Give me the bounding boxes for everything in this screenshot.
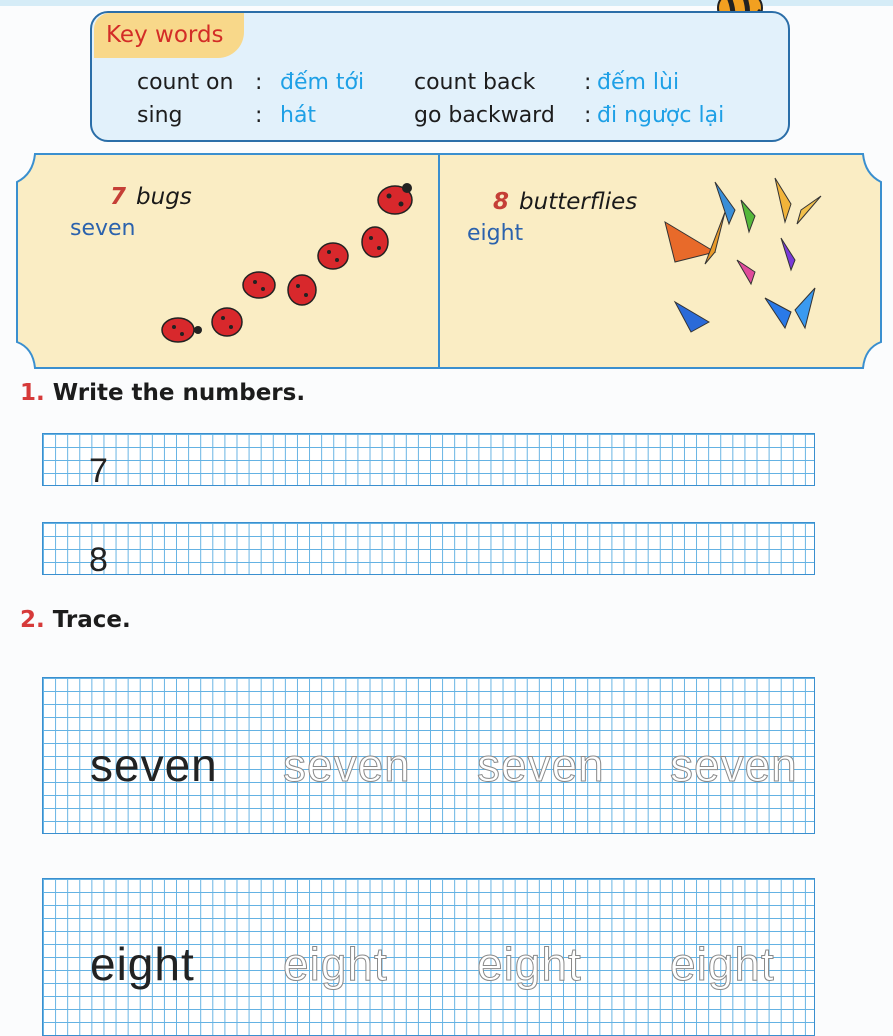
- trace-word-ghost[interactable]: eight: [477, 938, 582, 990]
- grid-digit: 7: [89, 452, 108, 490]
- key-word-en: go backward: [414, 103, 555, 128]
- count-label-butterflies: [493, 189, 637, 215]
- key-word-sep: :: [584, 70, 592, 95]
- count-number: 8: [493, 189, 510, 215]
- exercise-number: 1.: [20, 380, 45, 406]
- writing-grid[interactable]: [42, 433, 815, 486]
- exercise-title: Write the numbers.: [52, 380, 306, 406]
- key-word-en: sing: [137, 103, 183, 128]
- key-word-sep: :: [584, 103, 592, 128]
- exercise-number: 2.: [20, 607, 45, 633]
- count-noun: butterflies: [519, 189, 638, 215]
- key-word-row: [137, 70, 233, 95]
- exercise-2-heading: [20, 607, 131, 633]
- count-number: 7: [110, 184, 127, 210]
- grid-digit: 8: [89, 541, 108, 579]
- trace-word-ghost[interactable]: eight: [283, 938, 388, 990]
- trace-word-ghost[interactable]: seven: [283, 739, 411, 791]
- trace-word-ghost[interactable]: seven: [477, 739, 605, 791]
- key-word-vi: đi ngược lại: [597, 103, 725, 128]
- key-words-title: Key words: [94, 13, 244, 58]
- key-word-sep: :: [255, 70, 263, 95]
- trace-word-ghost[interactable]: eight: [670, 938, 775, 990]
- exercise-title: Trace.: [52, 607, 131, 633]
- trace-word-solid: seven: [90, 739, 218, 791]
- key-word-en: count on: [137, 70, 234, 95]
- number-word: eight: [467, 221, 524, 246]
- writing-grid[interactable]: [42, 522, 815, 575]
- trace-word-ghost[interactable]: seven: [670, 739, 798, 791]
- key-word-vi: đếm tới: [280, 70, 365, 95]
- key-word-vi: đếm lùi: [597, 70, 680, 95]
- key-word-sep: :: [255, 103, 263, 128]
- count-noun: bugs: [136, 184, 192, 210]
- key-word-vi: hát: [280, 103, 317, 128]
- count-label-bugs: [110, 184, 192, 210]
- exercise-1-heading: [20, 380, 305, 406]
- trace-word-solid: eight: [90, 938, 195, 990]
- number-word: seven: [70, 216, 136, 241]
- key-word-en: count back: [414, 70, 536, 95]
